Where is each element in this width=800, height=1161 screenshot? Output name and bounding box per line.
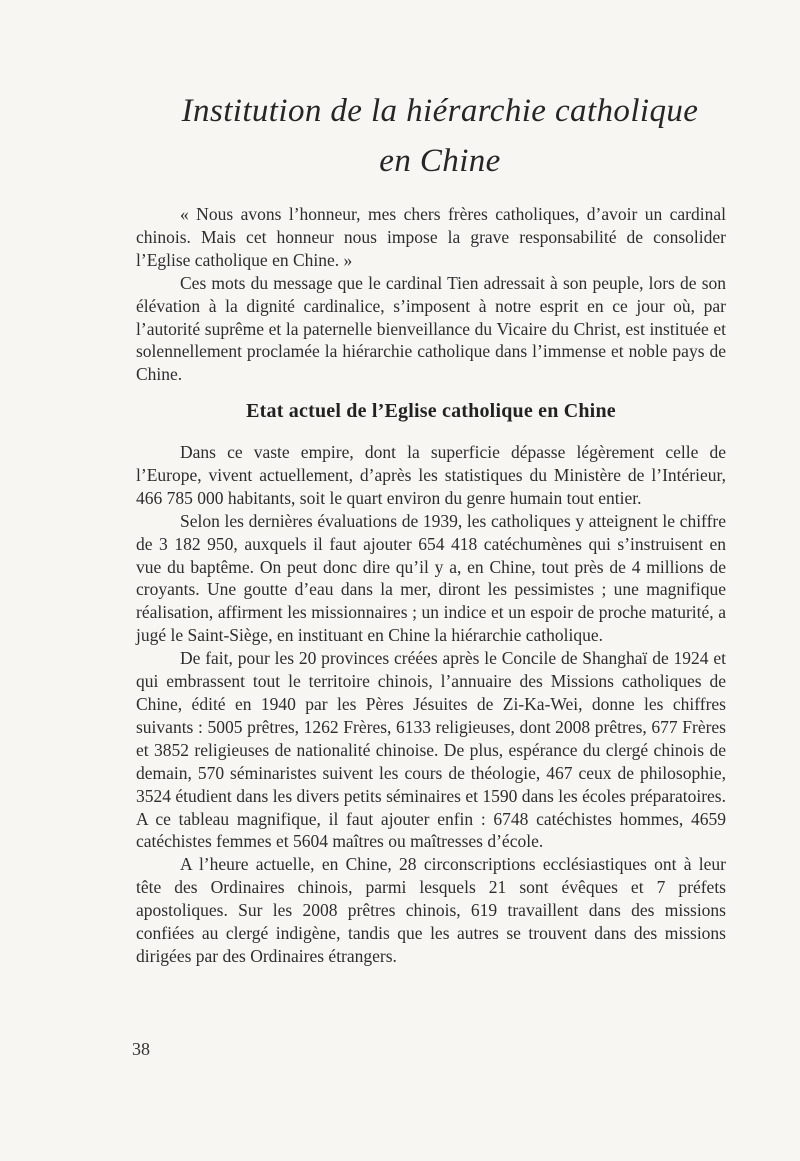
- intro-paragraph: « Nous avons l’honneur, mes chers frères catholiques, d’avoir un cardinal chinois. Mais cet honneur nous impose la grave responsabilité de consolider l’Eglise catholique en Chine. »: [136, 204, 726, 270]
- title-line-2: en Chine: [379, 143, 501, 179]
- section-paragraph: Dans ce vaste empire, dont la superficie dépasse légèrement celle de l’Europe, vivent actuellement, d’après les statistiques du Ministère de l’Intérieur, 466 785 000 habitants, soit le quart environ du genre humain tout entier.: [136, 442, 726, 508]
- section-heading: Etat actuel de l’Eglise catholique en Chine: [246, 400, 616, 422]
- section-paragraph: Selon les dernières évaluations de 1939, les catholiques y atteignent le chiffre de 3 182 950, auxquels il faut ajouter 654 418 catéchumènes qui s’instruisent en vue du baptême. On peut donc dire qu’il y a, en Chine, tout près de 4 millions de croyants. Une goutte d’eau dans la mer, diront les pessimistes ; une magnifique réalisation, affirment les missionnaires ; un indice et un espoir de proche maturité, a jugé le Saint-Siège, en instituant en Chine la hiérarchie catholique.: [136, 510, 726, 646]
- title-line-1: Institution de la hiérarchie catholique: [181, 93, 699, 129]
- page-number: 38: [132, 1039, 150, 1059]
- section-paragraph: De fait, pour les 20 provinces créées après le Concile de Shanghaï de 1924 et qui embrassent tout le territoire chinois, l’annuaire des Missions catholiques de Chine, édité en 1940 par les Pères Jésuites de Zi-Ka-Wei, donne les chiffres suivants : 5005 prêtres, 1262 Frères, 6133 religieuses, dont 2008 prêtres, 677 Frères et 3852 religieuses de nationalité chinoise. De plus, espérance du clergé chinois de demain, 570 séminaristes suivent les cours de théologie, 467 ceux de philosophie, 3524 étudient dans les divers petits séminaires et 1590 dans les écoles préparatoires. A ce tableau magnifique, il faut ajouter enfin : 6748 catéchistes hommes, 4659 catéchistes femmes et 5604 maîtres ou maîtresses d’école.: [136, 648, 726, 852]
- intro-paragraph: Ces mots du message que le cardinal Tien adressait à son peuple, lors de son élévation à la dignité cardinalice, s’imposent à notre esprit en ce jour où, par l’autorité suprême et la paternelle bienveillance du Vicaire du Christ, est instituée et solennellement proclamée la hiérarchie catholique dans l’immense et noble pays de Chine.: [136, 272, 726, 385]
- intro-text: [136, 203, 726, 386]
- page-title: [120, 86, 760, 186]
- section-body: [136, 441, 726, 968]
- section-paragraph: A l’heure actuelle, en Chine, 28 circonscriptions ecclésiastiques ont à leur tête des Ordinaires chinois, parmi lesquels 21 sont évêques et 7 préfets apostoliques. Sur les 2008 prêtres chinois, 619 travaillent dans des missions confiées au clergé indigène, tandis que les autres se trouvent dans des missions dirigées par des Ordinaires étrangers.: [136, 854, 726, 966]
